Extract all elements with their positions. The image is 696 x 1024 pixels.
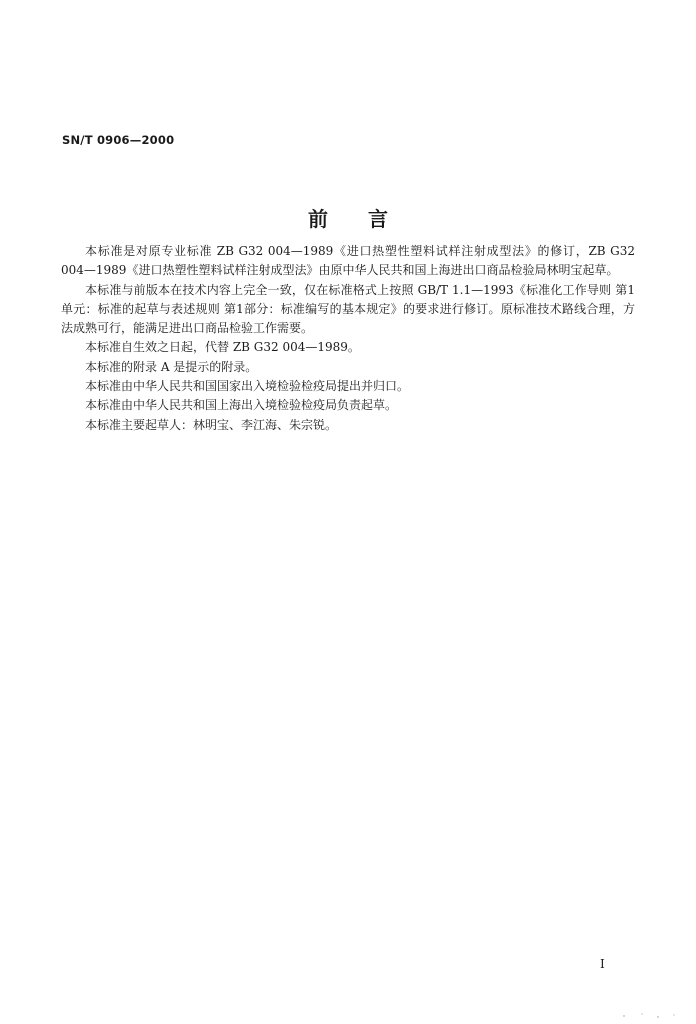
- preface-paragraph-2: 本标准与前版本在技术内容上完全一致，仅在标准格式上按照 GB/T 1.1—1993《标准化工作导则 第1单元：标准的起草与表述规则 第1部分：标准编写的基本规定》的要求进行修订。原标准技术路线合理，方法成熟可行，能满足进出口商品检验工作需要。: [61, 282, 635, 336]
- preface-paragraph-7: 本标准主要起草人：林明宝、李江海、朱宗锐。: [85, 417, 338, 432]
- scan-specks: [620, 1008, 680, 1020]
- preface-body: [61, 242, 635, 435]
- preface-paragraph-5: 本标准由中华人民共和国国家出入境检验检疫局提出并归口。: [85, 379, 410, 394]
- standard-code: SN/T 0906—2000: [62, 133, 175, 147]
- preface-paragraph-6: 本标准由中华人民共和国上海出入境检验检疫局负责起草。: [85, 398, 398, 413]
- preface-paragraph-3: 本标准自生效之日起，代替 ZB G32 004—1989。: [85, 340, 360, 355]
- page-title: 前言: [308, 207, 428, 231]
- preface-paragraph-1: 本标准是对原专业标准 ZB G32 004—1989《进口热塑性塑料试样注射成型法》的修订，ZB G32 004—1989《进口热塑性塑料试样注射成型法》由原中华人民共和国上海进出口商品检验局林明宝起草。: [61, 244, 635, 278]
- page-number: I: [600, 957, 605, 971]
- preface-paragraph-4: 本标准的附录 A 是提示的附录。: [85, 359, 258, 374]
